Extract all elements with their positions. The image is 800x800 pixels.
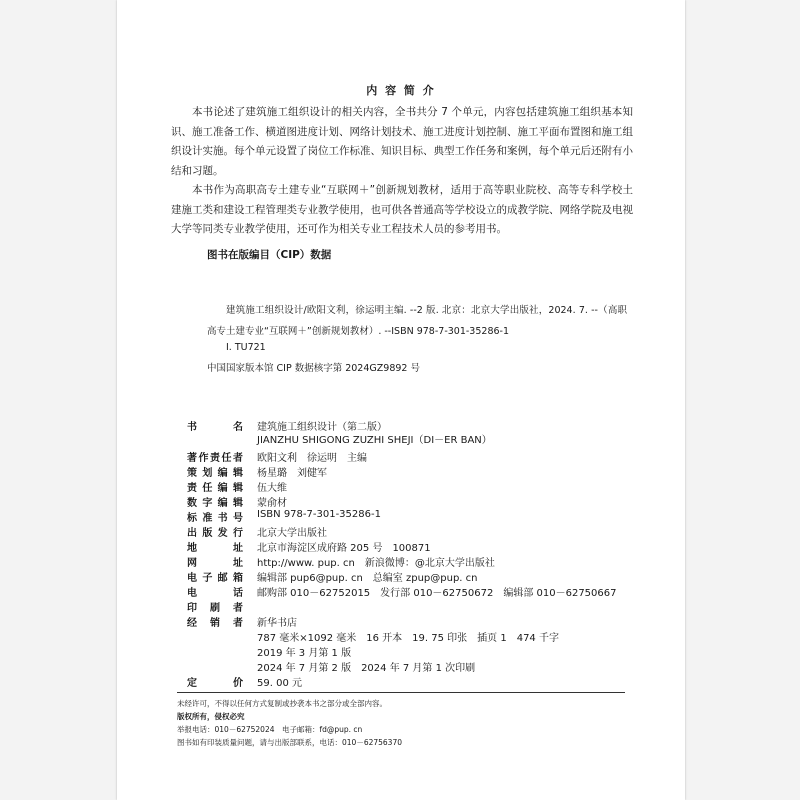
cip-approval-number: 中国国家版本馆 CIP 数据核字第 2024GZ9892 号 [207,363,420,374]
info-value-pinyin: JIANZHU SHIGONG ZUZHI SHEJI（DI－ER BAN） [257,435,492,446]
info-label: 网 址 [187,558,243,569]
info-value: http://www. pup. cn 新浪微博：@北京大学出版社 [257,558,495,569]
info-value: ISBN 978-7-301-35286-1 [257,509,381,520]
info-label: 地 址 [187,543,243,554]
info-value: 欧阳文利 徐运明 主编 [257,453,367,464]
info-label: 电子邮箱 [187,573,243,584]
footer-quality-contact: 图书如有印装质量问题，请与出版部联系，电话：010－62756370 [177,738,402,747]
footer-report-contact: 举报电话：010－62752024 电子邮箱：fd@pup. cn [177,725,363,734]
info-value: 新华书店 [257,618,297,629]
info-label: 印 刷 者 [187,603,243,614]
info-value: 2019 年 3 月第 1 版 [257,648,352,659]
info-value: 59. 00 元 [257,678,302,689]
summary-paragraph-1: 本书论述了建筑施工组织设计的相关内容，全书共分 7 个单元，内容包括建筑施工组织基本知识、施工准备工作、横道图进度计划、网络计划技术、施工进度计划控制、施工平面布置图和施工组织设计实施。每个单元设置了岗位工作标准、知识目标、典型工作任务和案例，每个单元后还附有小结和习题。 [171,106,633,177]
info-value: 建筑施工组织设计（第二版） [257,422,387,433]
info-label: 标准书号 [187,513,243,524]
cip-classification: Ⅰ. TU721 [226,342,266,353]
info-value: 787 毫米×1092 毫米 16 开本 19. 75 印张 插页 1 474 千字 [257,633,559,644]
info-value: 蒙俞材 [257,498,287,509]
info-label: 电 话 [187,588,243,599]
info-label: 著作责任者 [187,453,243,464]
info-value: 编辑部 pup6@pup. cn 总编室 zpup@pup. cn [257,573,478,584]
info-value: 北京大学出版社 [257,528,327,539]
info-label: 责任编辑 [187,483,243,494]
info-label: 经 销 者 [187,618,243,629]
footer-divider [177,692,625,693]
info-label: 策划编辑 [187,468,243,479]
summary-paragraph-2: 本书作为高职高专土建专业“互联网＋”创新规划教材，适用于高等职业院校、高等专科学校土建施工类和建设工程管理类专业教学使用，也可供各普通高等学校设立的成教学院、网络学院及电视大学等同类专业教学使用，还可作为相关专业工程技术人员的参考用书。 [171,184,633,235]
summary-title: 内 容 简 介 [366,84,436,97]
cip-entry: 建筑施工组织设计/欧阳文利，徐运明主编. --2 版. 北京：北京大学出版社，2024. 7. --（高职高专土建专业“互联网＋”创新规划教材）. --ISBN 978-7-301-35286-1 [207,305,627,337]
info-label: 书 名 [187,422,243,433]
info-label: 数字编辑 [187,498,243,509]
info-label: 出版发行 [187,528,243,539]
footer-copyright: 版权所有，侵权必究 [177,712,245,721]
info-value: 伍大维 [257,483,287,494]
info-value: 2024 年 7 月第 2 版 2024 年 7 月第 1 次印刷 [257,663,476,674]
copyright-page [117,0,685,800]
info-value: 邮购部 010－62752015 发行部 010－62750672 编辑部 010－62750667 [257,588,617,599]
cip-heading: 图书在版编目（CIP）数据 [207,249,332,261]
info-label: 定 价 [187,678,243,689]
footer-notice: 未经许可，不得以任何方式复制或抄袭本书之部分或全部内容。 [177,699,387,708]
info-value: 北京市海淀区成府路 205 号 100871 [257,543,431,554]
info-value: 杨星璐 刘健军 [257,468,327,479]
